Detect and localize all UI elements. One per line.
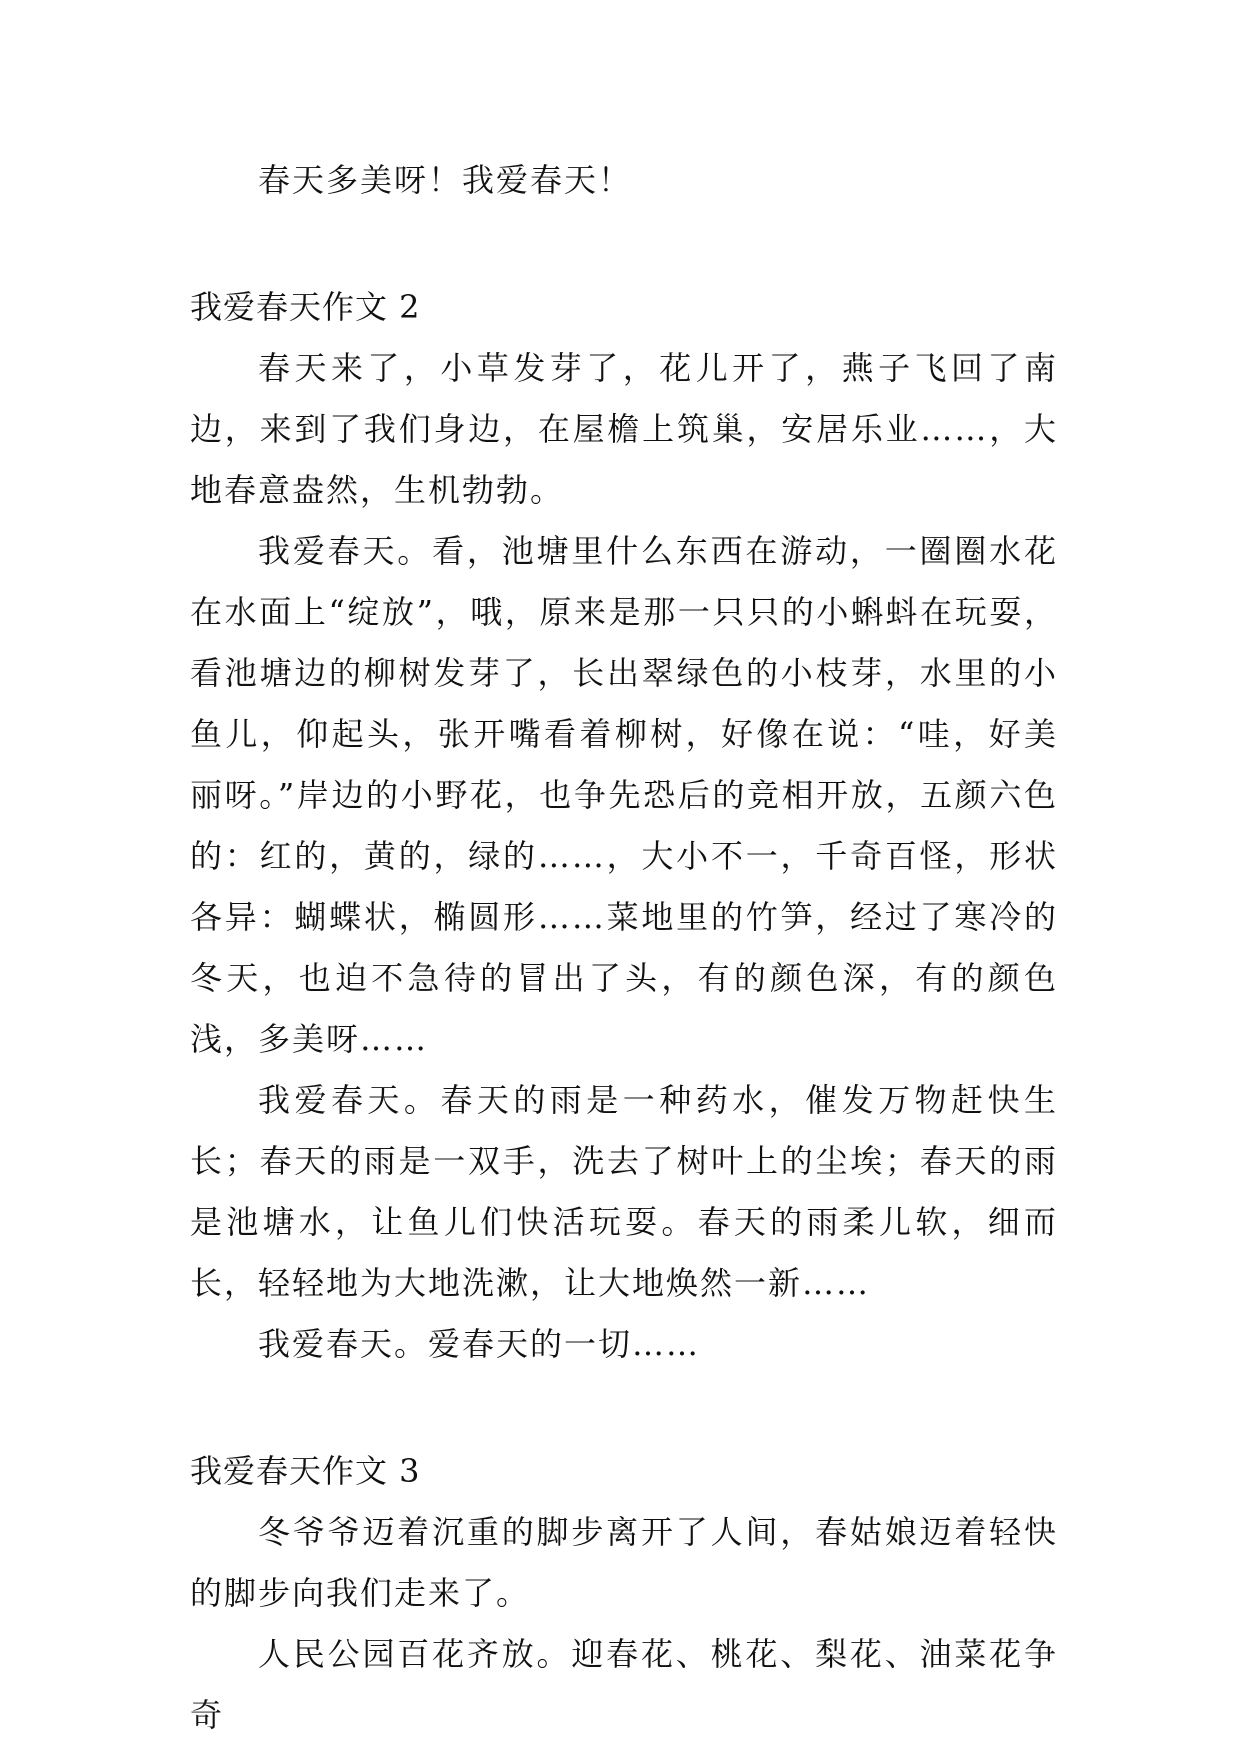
- section-spacer: [190, 211, 1058, 277]
- essay-section-3: [190, 1441, 1058, 1746]
- body-paragraph: 我爱春天。看，池塘里什么东西在游动，一圈圈水花在水面上“绽放”，哦，原来是那一只只的小蝌蚪在玩耍，看池塘边的柳树发芽了，长出翠绿色的小枝芽，水里的小鱼儿，仰起头，张开嘴看着柳树，好像在说：“哇，好美丽呀。”岸边的小野花，也争先恐后的竞相开放，五颜六色的：红的，黄的，绿的……，大小不一，千奇百怪，形状各异：蝴蝶状，椭圆形……菜地里的竹笋，经过了寒冷的冬天，也迫不急待的冒出了头，有的颜色深，有的颜色浅，多美呀……: [190, 532, 1058, 1058]
- section-spacer: [190, 1375, 1058, 1441]
- essay-section-2: [190, 277, 1058, 1375]
- section-heading: 我爱春天作文 2: [190, 288, 421, 326]
- section-heading: 我爱春天作文 3: [190, 1452, 421, 1490]
- body-paragraph: 人民公园百花齐放。迎春花、桃花、梨花、油菜花争奇: [190, 1635, 1058, 1734]
- intro-paragraph: 春天多美呀！我爱春天！: [258, 161, 633, 199]
- body-paragraph: 春天来了，小草发芽了，花儿开了，燕子飞回了南边，来到了我们身边，在屋檐上筑巢，安居乐业……，大地春意盎然，生机勃勃。: [190, 349, 1058, 509]
- body-paragraph: 我爱春天。爱春天的一切……: [258, 1325, 701, 1363]
- body-paragraph: 我爱春天。春天的雨是一种药水，催发万物赶快生长；春天的雨是一双手，洗去了树叶上的尘埃；春天的雨是池塘水，让鱼儿们快活玩耍。春天的雨柔儿软，细而长，轻轻地为大地洗漱，让大地焕然一新……: [190, 1081, 1058, 1302]
- document-body: [190, 150, 1058, 1746]
- body-paragraph: 冬爷爷迈着沉重的脚步离开了人间，春姑娘迈着轻快的脚步向我们走来了。: [190, 1513, 1058, 1612]
